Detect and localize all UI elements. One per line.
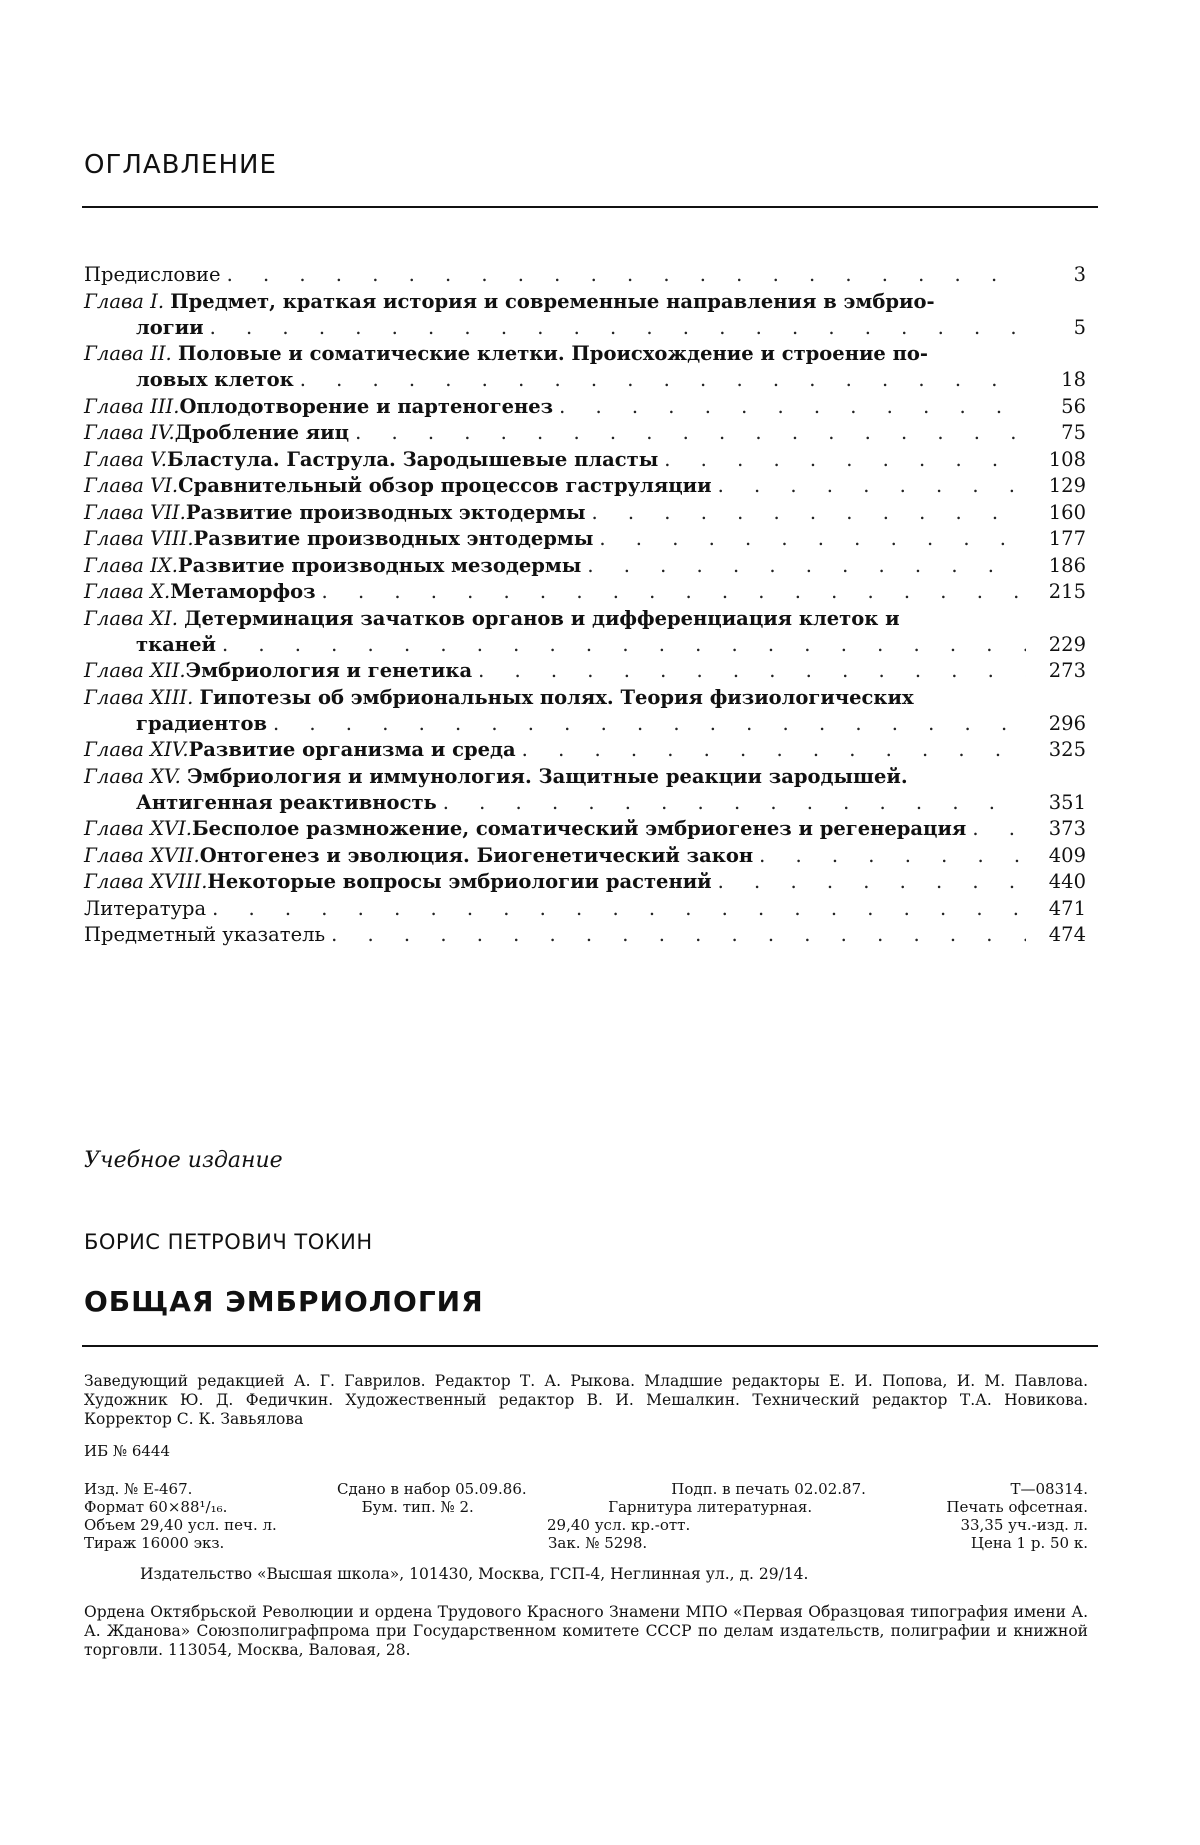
page-title: ОГЛАВЛЕНИЕ: [84, 150, 277, 180]
page-number: 160: [1048, 500, 1086, 524]
dot-leader: [212, 896, 1026, 922]
toc-entry: [84, 922, 1086, 948]
spec-row: [84, 1498, 1088, 1516]
spec-row: [84, 1534, 1088, 1552]
chapter-title: Половые и соматические клетки. Происхождение и строение по-: [177, 342, 929, 365]
dot-leader: [273, 711, 1026, 737]
dot-leader: [443, 790, 1026, 816]
chapter-title-continued: логии: [136, 315, 204, 339]
chapter-title: Предметный указатель: [84, 923, 326, 946]
chapter-title: Бластула. Гаструла. Зародышевые пласты: [167, 447, 659, 471]
chapter-title: Детерминация зачатков органов и дифференциация клеток и: [184, 606, 900, 630]
toc-entry: [84, 394, 1086, 420]
heading-rule: [82, 206, 1098, 208]
spec-cell: 29,40 усл. кр.-отт.: [547, 1516, 691, 1534]
chapter-title: Предмет, краткая история и современные направления в эмбрио-: [170, 289, 935, 313]
toc-entry: [84, 685, 1086, 737]
page-number: 296: [1048, 711, 1086, 735]
toc-entry: [84, 420, 1086, 446]
dot-leader: [478, 658, 1026, 684]
page-number: 471: [1048, 896, 1086, 920]
chapter-label: Глава I.: [84, 289, 165, 313]
book-title: ОБЩАЯ ЭМБРИОЛОГИЯ: [84, 1285, 484, 1318]
chapter-label: Глава XI.: [84, 606, 178, 630]
chapter-title-continued: Антигенная реактивность: [136, 790, 437, 814]
chapter-label: Глава XII.: [84, 659, 186, 682]
page-number: 18: [1061, 368, 1086, 391]
dot-leader: [759, 843, 1026, 869]
dot-leader: [227, 262, 1026, 288]
dot-leader: [300, 367, 1026, 393]
dot-leader: [718, 869, 1026, 895]
spec-cell: Подп. в печать 02.02.87.: [671, 1480, 866, 1498]
spec-cell: Формат 60×88¹/₁₆.: [84, 1498, 228, 1516]
page-number: 373: [1048, 817, 1086, 840]
chapter-label: Глава XVII.: [84, 843, 200, 867]
spec-cell: Тираж 16000 экз.: [84, 1534, 225, 1552]
chapter-label: Глава III.: [84, 394, 180, 418]
dot-leader: [599, 526, 1026, 552]
chapter-title-continued: градиентов: [136, 711, 267, 735]
spec-cell: Цена 1 р. 50 к.: [970, 1534, 1088, 1552]
chapter-label: Глава XVI.: [84, 817, 192, 840]
publisher-info: Издательство «Высшая школа», 101430, Москва, ГСП-4, Неглинная ул., д. 29/14.: [140, 1565, 809, 1583]
dot-leader: [587, 553, 1026, 579]
page-number: 75: [1061, 421, 1086, 444]
chapter-label: Глава VIII.: [84, 527, 194, 550]
spec-cell: Зак. № 5298.: [548, 1534, 648, 1552]
dot-leader: [559, 394, 1026, 420]
toc-entry: [84, 553, 1086, 579]
spec-cell: Гарнитура литературная.: [608, 1498, 813, 1516]
chapter-title-continued: тканей: [136, 632, 216, 656]
chapter-title: Эмбриология и генетика: [185, 659, 473, 682]
dot-leader: [331, 922, 1026, 948]
chapter-title: Гипотезы об эмбриональных полях. Теория физиологических: [199, 685, 914, 709]
chapter-label: Глава IV.: [84, 421, 175, 444]
spec-cell: Бум. тип. № 2.: [361, 1498, 474, 1516]
spec-cell: Сдано в набор 05.09.86.: [337, 1480, 527, 1498]
toc-entry: [84, 289, 1086, 341]
toc-entry: [84, 764, 1086, 816]
toc-entry: [84, 816, 1086, 842]
page-number: 177: [1048, 527, 1086, 550]
chapter-title: Развитие организма и среда: [188, 738, 516, 761]
page-number: 474: [1048, 923, 1086, 946]
spec-cell: Изд. № Е-467.: [84, 1480, 193, 1498]
toc-entry: [84, 473, 1086, 499]
chapter-label: Глава X.: [84, 580, 171, 603]
dot-leader: [522, 737, 1026, 763]
page-number: 409: [1048, 843, 1086, 867]
chapter-label: Глава XVIII.: [84, 870, 208, 893]
toc-entry: [84, 579, 1086, 605]
chapter-title: Метаморфоз: [170, 580, 316, 603]
title-rule: [82, 1345, 1098, 1347]
table-of-contents: [84, 262, 1086, 949]
chapter-label: Глава V.: [84, 447, 167, 471]
dot-leader: [718, 473, 1026, 499]
spec-cell: Печать офсетная.: [946, 1498, 1088, 1516]
page-number: 129: [1048, 474, 1086, 497]
toc-entry: [84, 843, 1086, 869]
chapter-title: Предисловие: [84, 263, 221, 286]
chapter-title: Развитие производных энтодермы: [193, 527, 594, 550]
chapter-label: Глава IX.: [84, 553, 178, 577]
chapter-label: Глава VII.: [84, 500, 186, 524]
printer-info: Ордена Октябрьской Революции и ордена Трудового Красного Знамени МПО «Первая Образцовая типография имени А. А. Жданова» Союзполиграфпрома при Государственном комитете СССР по делам издательств, полиграфии и книжной торговли. 113054, Москва, Валовая, 28.: [84, 1603, 1088, 1659]
spec-row: [84, 1480, 1088, 1498]
toc-entry: [84, 869, 1086, 895]
toc-entry: [84, 896, 1086, 922]
chapter-title: Эмбриология и иммунология. Защитные реакции зародышей.: [187, 764, 908, 788]
dot-leader: [355, 420, 1026, 446]
dot-leader: [664, 447, 1026, 473]
toc-entry: [84, 341, 1086, 393]
toc-entry: [84, 526, 1086, 552]
chapter-label: Глава XIV.: [84, 738, 189, 761]
chapter-title: Литература: [84, 896, 207, 920]
toc-entry: [84, 737, 1086, 763]
page-number: 215: [1048, 580, 1086, 603]
page-number: 440: [1048, 870, 1086, 893]
chapter-title: Развитие производных эктодермы: [185, 500, 586, 524]
ib-number: ИБ № 6444: [84, 1442, 171, 1460]
dot-leader: [592, 500, 1026, 526]
toc-entry: [84, 447, 1086, 473]
toc-entry: [84, 606, 1086, 658]
chapter-title: Некоторые вопросы эмбриологии растений: [207, 870, 712, 893]
chapter-label: Глава II.: [84, 342, 172, 365]
spec-row: [84, 1516, 1088, 1534]
page-number: 5: [1073, 315, 1086, 339]
publication-specs: [84, 1480, 1088, 1552]
chapter-title: Бесполое размножение, соматический эмбриогенез и регенерация: [192, 817, 967, 840]
page-number: 108: [1048, 447, 1086, 471]
chapter-label: Глава VI.: [84, 474, 179, 497]
edition-type: Учебное издание: [84, 1148, 283, 1173]
page-number: 3: [1073, 263, 1086, 286]
toc-entry: [84, 262, 1086, 288]
spec-cell: Т—08314.: [1010, 1480, 1088, 1498]
chapter-title: Сравнительный обзор процессов гаструляции: [178, 474, 712, 497]
page-number: 325: [1048, 738, 1086, 761]
chapter-title: Онтогенез и эволюция. Биогенетический закон: [199, 843, 754, 867]
chapter-label: Глава XV.: [84, 764, 181, 788]
spec-cell: Объем 29,40 усл. печ. л.: [84, 1516, 277, 1534]
editorial-credits: Заведующий редакцией А. Г. Гаврилов. Редактор Т. А. Рыкова. Младшие редакторы Е. И. Попова, И. М. Павлова. Художник Ю. Д. Федичкин. Художественный редактор В. И. Мешалкин. Технический редактор Т.А. Новикова. Корректор С. К. Завьялова: [84, 1372, 1088, 1428]
toc-entry: [84, 500, 1086, 526]
page-number: 186: [1048, 553, 1086, 577]
page-number: 273: [1048, 659, 1086, 682]
chapter-label: Глава XIII.: [84, 685, 194, 709]
toc-entry: [84, 658, 1086, 684]
chapter-title: Дробление яиц: [174, 421, 350, 444]
spec-cell: 33,35 уч.-изд. л.: [960, 1516, 1088, 1534]
author-name: БОРИС ПЕТРОВИЧ ТОКИН: [84, 1230, 373, 1254]
dot-leader: [210, 315, 1026, 341]
chapter-title-continued: ловых клеток: [136, 368, 294, 391]
chapter-title: Развитие производных мезодермы: [177, 553, 582, 577]
page-number: 56: [1061, 394, 1086, 418]
dot-leader: [322, 579, 1026, 605]
page-number: 229: [1048, 632, 1086, 656]
chapter-title: Оплодотворение и партеногенез: [179, 394, 554, 418]
page-number: 351: [1048, 790, 1086, 814]
dot-leader: [972, 816, 1026, 842]
dot-leader: [222, 632, 1026, 658]
